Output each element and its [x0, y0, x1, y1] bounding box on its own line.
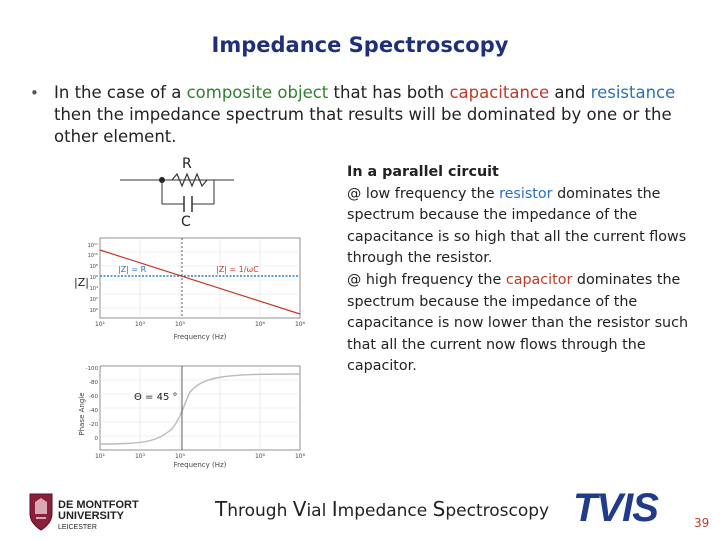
phase-xtick: 10⁵ — [174, 453, 186, 460]
phase-ytick: -100 — [85, 366, 98, 372]
footer-rest: ial — [306, 501, 332, 521]
mag-ytick: 10⁴ — [89, 286, 98, 292]
intro-text-3: and — [549, 83, 591, 102]
footer-cap: T — [215, 497, 228, 521]
intro-resistance: resistance — [590, 83, 676, 102]
mag-ytick: 10⁸ — [89, 264, 98, 270]
intro-capacitance: capacitance — [449, 83, 550, 102]
footer-cap: I — [331, 497, 338, 521]
mag-xtick: 10⁵ — [174, 321, 186, 328]
mag-xtick: 10⁸ — [294, 321, 306, 328]
tvis-logo: TVIS — [573, 486, 658, 530]
mag-ytick: 10¹¹ — [87, 243, 98, 249]
magnitude-xlabel: Frequency (Hz) — [173, 333, 227, 341]
page-number: 39 — [694, 516, 710, 530]
intro-text-1: In the case of a — [54, 83, 187, 102]
explanation-text — [347, 162, 697, 378]
footer-cap: S — [432, 497, 446, 521]
dmu-line-2: UNIVERSITY — [58, 510, 125, 522]
dmu-line-3: LEICESTER — [58, 524, 97, 531]
phase-ytick: -20 — [89, 422, 98, 428]
magnitude-yticks — [88, 243, 98, 314]
figure-svg — [74, 154, 314, 474]
footer-cap: V — [292, 497, 307, 521]
resistor-impedance-label: |Z| = R — [118, 265, 147, 274]
footer-rest: pectroscopy — [445, 501, 550, 521]
explanation-heading: In a parallel circuit — [347, 164, 499, 180]
phase-axis-label: Phase Angle — [78, 392, 86, 436]
capacitor-impedance-label: |Z| = 1/ωC — [216, 265, 259, 274]
intro-composite: composite object — [186, 83, 329, 102]
phase-xlabel: Frequency (Hz) — [173, 461, 227, 469]
low-freq-resistor: resistor — [499, 185, 553, 202]
phase-ytick: 0 — [94, 436, 98, 442]
mag-ytick: 10⁰ — [89, 308, 98, 314]
intro-text-4: then the impedance spectrum that results will be dominated by one or the other element. — [54, 105, 672, 146]
phase-xtick: 10⁸ — [294, 453, 306, 460]
dmu-crest-icon — [26, 490, 56, 532]
footer-title — [215, 497, 549, 521]
phase-ytick: -80 — [89, 380, 98, 386]
magnitude-xticks — [95, 321, 306, 328]
dmu-wordmark — [58, 500, 139, 533]
impedance-figure — [74, 154, 314, 478]
phase-ytick: -40 — [89, 408, 98, 414]
intro-paragraph — [54, 82, 694, 148]
high-freq-text-b: dominates the spectrum because the impedance of the capacitance is now lower than the resistor such that all the current now flows through the capacitor. — [347, 271, 689, 375]
phase-xtick: 10⁶ — [254, 453, 266, 460]
bullet-marker: • — [30, 84, 39, 102]
phase-xtick: 10¹ — [94, 453, 106, 460]
high-freq-text-a: @ high frequency the — [347, 271, 506, 288]
parallel-circuit — [120, 156, 234, 230]
mag-xtick: 10⁶ — [254, 321, 266, 328]
phase-plot — [78, 366, 306, 469]
dmu-line-1: DE MONTFORT — [58, 499, 139, 511]
phase-annotation: Θ = 45 ° — [134, 392, 178, 403]
phase-yticks — [86, 366, 99, 442]
low-freq-text-a: @ low frequency the — [347, 185, 500, 202]
resistor-label: R — [182, 156, 192, 172]
dmu-logo — [26, 490, 56, 536]
mag-xtick: 10³ — [134, 321, 146, 328]
intro-text-2: that has both — [328, 83, 450, 102]
slide-title: Impedance Spectroscopy — [211, 33, 509, 57]
footer-rest: hrough — [227, 501, 293, 521]
mag-ytick: 10² — [89, 297, 98, 303]
high-freq-capacitor: capacitor — [505, 271, 573, 288]
magnitude-axis-label: |Z| — [74, 276, 89, 289]
low-freq-text-b: dominates the spectrum because the impedance of the capacitance is so high that all the current flows through the resistor. — [347, 185, 687, 267]
low-frequency-paragraph — [347, 184, 697, 270]
magnitude-plot-frame — [100, 238, 300, 318]
phase-xticks — [95, 453, 306, 460]
mag-xtick: 10¹ — [94, 321, 106, 328]
mag-ytick: 10⁶ — [89, 275, 98, 281]
mag-ytick: 10¹⁰ — [87, 253, 98, 259]
magnitude-plot — [74, 238, 306, 341]
high-frequency-paragraph — [347, 270, 697, 378]
footer-rest: mpedance — [337, 501, 433, 521]
capacitor-label: C — [181, 214, 191, 230]
phase-xtick: 10³ — [134, 453, 146, 460]
phase-ytick: -60 — [89, 394, 98, 400]
